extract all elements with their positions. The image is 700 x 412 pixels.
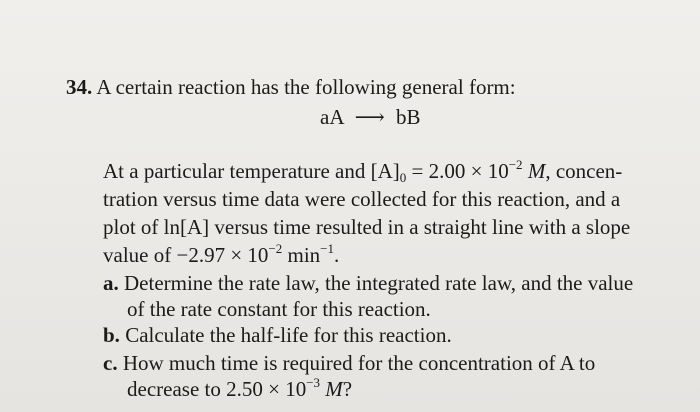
molarity-unit: M <box>522 159 546 183</box>
part-b-label: b. <box>103 323 120 347</box>
molarity-unit: M <box>320 377 343 401</box>
part-c-line-1 <box>103 350 595 376</box>
part-a-label: a. <box>103 271 119 295</box>
part-b-text: Calculate the half-life for this reaction. <box>125 323 452 347</box>
question-intro: A certain reaction has the following general form: <box>96 75 516 99</box>
period: . <box>334 243 340 267</box>
time-unit: min <box>282 243 321 267</box>
body-line-1-text-c: , concen- <box>545 159 623 183</box>
reaction-equation <box>320 104 420 130</box>
exponent: −1 <box>320 241 335 256</box>
body-line-1-text-b: = 2.00 × 10 <box>406 159 509 183</box>
body-line-4-text-a: value of −2.97 × 10 <box>103 243 269 267</box>
reaction-arrow: ⟶ <box>354 105 385 129</box>
body-line-1 <box>103 158 622 184</box>
part-c-line-2 <box>127 376 352 402</box>
body-line-4 <box>103 242 339 268</box>
exponent: −3 <box>306 375 321 390</box>
part-a-line-2: of the rate constant for this reaction. <box>127 297 431 321</box>
body-line-2: tration versus time data were collected for this reaction, and a <box>103 187 621 211</box>
exponent: −2 <box>508 157 523 172</box>
question-mark: ? <box>342 377 353 401</box>
body-line-3: plot of ln[A] versus time resulted in a straight line with a slope <box>103 215 631 239</box>
question-heading <box>66 74 516 100</box>
part-c-text: How much time is required for the concentration of A to <box>122 351 596 375</box>
question-number: 34. <box>66 75 93 99</box>
exponent: −2 <box>268 241 283 256</box>
product: bB <box>395 105 421 129</box>
reactant: aA <box>320 105 344 129</box>
part-c-label: c. <box>103 351 118 375</box>
part-c-line-2-text-a: decrease to 2.50 × 10 <box>127 377 307 401</box>
body-line-1-text-a: At a particular temperature and [A] <box>103 159 400 183</box>
part-a-line-1 <box>103 270 633 296</box>
part-b-line-1 <box>103 322 452 348</box>
part-a-text: Determine the rate law, the integrated rate law, and the value <box>124 271 634 295</box>
subscript-zero: 0 <box>399 170 407 185</box>
